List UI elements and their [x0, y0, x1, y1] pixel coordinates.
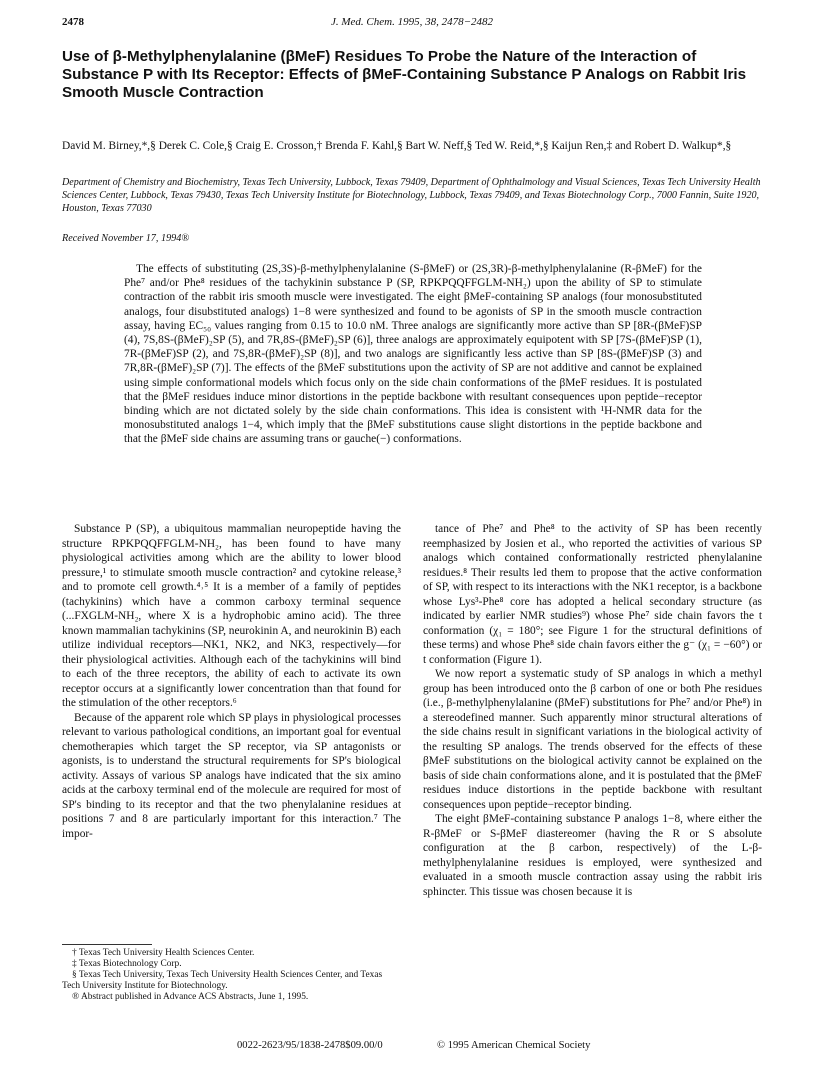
author-list: David M. Birney,*,§ Derek C. Cole,§ Craig E. Crosson,† Brenda F. Kahl,§ Bart W. Neff,§ Ted W. Reid,*,§ Kaijun Ren,‡ and Robert D. Walkup*,§ [62, 140, 732, 152]
article-code: 0022-2623/95/1838-2478$09.00/0 [237, 1040, 383, 1051]
running-header [62, 16, 762, 32]
journal-reference: J. Med. Chem. 1995, 38, 2478−2482 [330, 16, 493, 28]
left-column [62, 522, 401, 841]
body-paragraph: tance of Phe⁷ and Phe⁸ to the activity of SP has been recently reemphasized by Josien et al., who reported the activities of various SP analogs which contained conformationally restricted phenylalanine residues.⁸ Their results led them to propose that the active conformation of SP, with respect to its interactions with the NK1 receptor, is a backbone whose Lys³-Phe⁸ core has adopted a helical secondary structure (as indicated by earlier NMR studies⁹) whose Phe⁷ side chain favors the t conformation (χ₁ = 180°; see Figure 1 for the structural definitions of these terms) and whose Phe⁸ side chain favors either the g⁻ (χ₁ = −60°) or t conformation (Figure 1). [423, 523, 762, 666]
received-date: Received November 17, 1994® [62, 233, 190, 244]
body-paragraph: Substance P (SP), a ubiquitous mammalian neuropeptide having the structure RPKPQQFFGLM-NH₂, has been found to have many physiological activities among which are the ability to lower blood pressure,¹ to stimulate smooth muscle contraction² and cytokine release,³ and to promote cell growth.⁴˒⁵ It is a member of a family of peptides (tachykinins) which have a common carboxy terminal sequence (...FXGLM-NH₂, where X is a hydrophobic amino acid). The three known mammalian tachykinins (SP, neurokinin A, and neurokinin B) each utilize individual receptors—NK1, NK2, and NK3, respectively—for their physiological activities. Although each of the tachykinins will bind to each of the three receptors, the ability of each to activate its own receptor occurs at a significantly lower concentration than that found for the stimulation of the other receptors.⁶ [62, 523, 401, 709]
body-paragraph: We now report a systematic study of SP analogs in which a methyl group has been introduced onto the β carbon of one or both Phe residues (i.e., β-methylphenylalanine (βMeF) substitutions for Phe⁷ and/or Phe⁸) in a stereodefined manner. Such apparently minor structural alterations of the side chains result in significant variations in the biological activity of the resulting SP analogs. The trends observed for the effects of these βMeF substitutions on the biological activity cannot be explained on the basis of side chain conformations alone, and it is postulated that the βMeF residues induce distortions in the peptide backbone with resultant consequences upon peptide−receptor binding. [423, 668, 762, 811]
footnote: ® Abstract published in Advance ACS Abstracts, June 1, 1995. [72, 992, 309, 1002]
footnotes [62, 948, 401, 1003]
footnote: § Texas Tech University, Texas Tech University Health Sciences Center, and Texas Tech University Institute for Biotechnology. [62, 970, 383, 991]
footnote: ‡ Texas Biotechnology Corp. [72, 959, 182, 969]
footnote-divider [62, 944, 152, 945]
page-number: 2478 [62, 16, 84, 28]
copyright-notice: © 1995 American Chemical Society [437, 1040, 591, 1051]
body-paragraph: The eight βMeF-containing substance P analogs 1−8, where either the R-βMeF or S-βMeF diastereomer (having the R or S absolute configuration at the β carbon, respectively) of the L-β-methylphenylalanine residues is employed, were synthesized and evaluated in a smooth muscle contraction assay using the rabbit iris sphincter. This tissue was chosen because it is [423, 813, 762, 898]
article-title: Use of β-Methylphenylalanine (βMeF) Residues To Probe the Nature of the Interaction of Substance P with Its Receptor: Effects of βMeF-Containing Substance P Analogs on Rabbit Iris Smooth Muscle Contraction [62, 48, 747, 101]
abstract: The effects of substituting (2S,3S)-β-methylphenylalanine (S-βMeF) or (2S,3R)-β-methylphenylalanine (R-βMeF) for the Phe⁷ and/or Phe⁸ residues of the tachykinin substance P (SP, RPKPQQFFGLM-NH₂) upon the ability of SP to stimulate contraction of the rabbit iris smooth muscle were investigated. The eight βMeF-containing SP analogs (four monosubstituted analogs, four disubstituted analogs) 1−8 were synthesized and found to be agonists of SP in the smooth muscle contraction assay, having EC₅₀ values ranging from 0.15 to 10.0 nM. Three analogs are significantly more active than SP [8R-(βMeF)SP (4), 7S,8S-(βMeF)₂SP (5), and 7R,8S-(βMeF)₂SP (6)], three analogs are approximately equipotent with SP [7S-(βMeF)SP (1), 7R-(βMeF)SP (2), and 7S,8R-(βMeF)₂SP (8)], and two analogs are significantly less active than SP [8S-(βMeF)SP (3) and 7R,8R-(βMeF)₂SP (7)]. The effects of the βMeF substitutions upon the activity of SP are not additive and cannot be explained using simple conformational models which focus only on the side chain conformations of the βMeF residues. It is postulated that the βMeF residues induce minor distortions in the peptide backbone with resultant consequences upon peptide−receptor binding which are not dictated solely by the side chain conformations. This idea is consistent with ¹H-NMR data for the monosubstituted analogs 1−4, which imply that the βMeF substitutions cause slight distortions in the peptide backbone and that the βMeF side chains are assuming trans or gauche(−) conformations. [124, 263, 702, 446]
body-paragraph: Because of the apparent role which SP plays in physiological processes relevant to various pathological conditions, an important goal for eventual chemotherapies which target the SP receptor, via SP antagonists or agonists, is to understand the structural requirements for SP's biological activity. Assays of various SP analogs have indicated that the six amino acids at the carboxy terminal end of the molecule are required for most of SP's binding to its receptor and that the two phenylalanine residues at positions 7 and 8 are particularly important for this interaction.⁷ The impor- [62, 711, 401, 840]
right-column [423, 522, 762, 899]
footnote: † Texas Tech University Health Sciences Center. [72, 948, 255, 958]
affiliations: Department of Chemistry and Biochemistry, Texas Tech University, Lubbock, Texas 79409, Department of Ophthalmology and Visual Sciences, Texas Tech University Health Sciences Center, Lubbock, Texas 79430, Texas Tech University Institute for Biotechnology, Lubbock, Texas 79409, and Texas Biotechnology Corp., 7000 Fannin, Suite 1920, Houston, Texas 77030 [62, 177, 761, 214]
